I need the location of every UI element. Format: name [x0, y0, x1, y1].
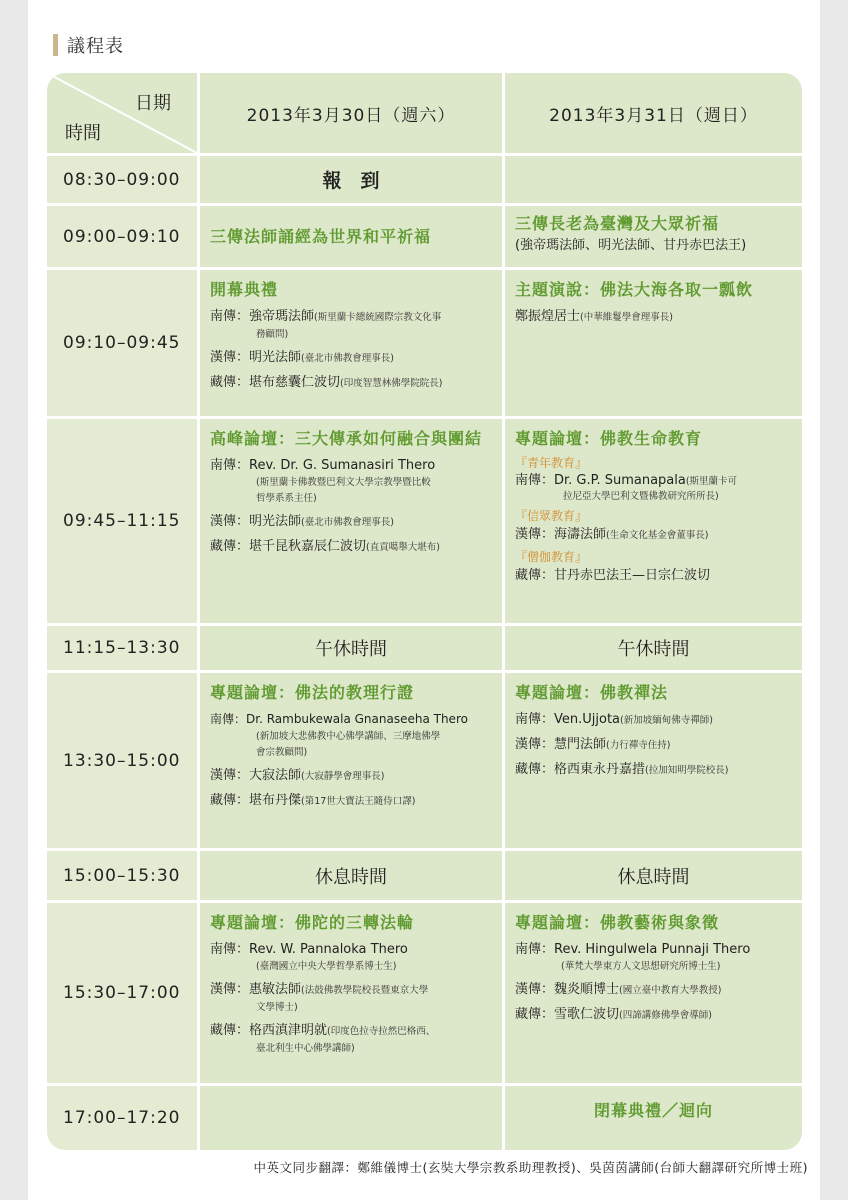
corner-header-cell — [47, 73, 197, 153]
session-title: 主題演說：佛法大海各取一瓢飲 — [515, 280, 754, 299]
registration-cell: 報 到 — [200, 156, 502, 203]
speaker: 南傳：Dr. Rambukewala Gnanaseeha Thero — [210, 712, 468, 726]
speaker-affiliation: (印度色拉寺拉然巴格西、 — [327, 1026, 436, 1037]
speaker-affiliation-cont: 拉尼亞大學巴利文暨佛教研究所所長) — [563, 491, 719, 502]
speaker-line — [210, 980, 496, 1000]
translation-credit: 中英文同步翻譯：鄭維儀博士(玄奘大學宗教系助理教授)、吳茵茵講師(台師大翻譯研究所博士班) — [253, 1160, 808, 1175]
speaker-affiliation-cont: 哲學系系主任) — [256, 493, 317, 504]
speaker-line — [515, 760, 796, 780]
session-title: 高峰論壇：三大傳承如何融合與團結 — [210, 429, 483, 448]
page-title: 議程表 — [67, 36, 124, 57]
speaker-line — [210, 512, 496, 532]
session-title: 專題論壇：佛陀的三轉法輪 — [210, 913, 415, 932]
break-cell: 午休時間 — [200, 626, 502, 670]
speaker-affiliation-cont: 務顧問) — [256, 329, 289, 340]
session-title: 專題論壇：佛教禪法 — [515, 683, 669, 702]
speaker-line — [515, 307, 796, 327]
break-cell: 午休時間 — [505, 626, 802, 670]
speaker-affiliation: (力行禪寺住持) — [606, 740, 671, 751]
break-cell: 休息時間 — [200, 851, 502, 900]
speaker: 漢傳：明光法師 — [210, 514, 302, 529]
track-label: 『信眾教育』 — [515, 509, 588, 523]
time-slot: 09:00–09:10 — [47, 206, 197, 267]
speaker-line — [515, 735, 796, 755]
session-cell — [505, 673, 802, 848]
speaker-line — [210, 348, 496, 368]
session-cell — [200, 903, 502, 1083]
session-title: 三傳法師誦經為世界和平祈福 — [210, 226, 432, 246]
session-title: 三傳長老為臺灣及大眾祈福 — [515, 214, 720, 233]
speaker: 南傳：Dr. G.P. Sumanapala — [515, 473, 686, 488]
speaker: 藏傳：格西滇津明就 — [210, 1023, 328, 1038]
speaker-affiliation-cont: 文學博士) — [256, 1002, 298, 1013]
session-cell — [505, 206, 802, 267]
speaker-line — [515, 472, 796, 490]
speaker: 藏傳：堪布慈囊仁波切 — [210, 375, 341, 390]
track-label: 『僧伽教育』 — [515, 550, 588, 564]
speaker-line — [210, 766, 496, 786]
time-slot: 15:00–15:30 — [47, 851, 197, 900]
time-slot: 09:45–11:15 — [47, 419, 197, 623]
time-slot: 09:10–09:45 — [47, 270, 197, 416]
title-marker — [53, 34, 58, 56]
session-cell — [505, 1086, 802, 1150]
speaker: 漢傳：慧門法師 — [515, 737, 607, 752]
speaker: 漢傳：大寂法師 — [210, 768, 302, 783]
session-cell — [200, 270, 502, 416]
time-slot: 08:30–09:00 — [47, 156, 197, 203]
speaker-line — [515, 980, 796, 1000]
time-slot: 15:30–17:00 — [47, 903, 197, 1083]
speaker: 藏傳：甘丹赤巴法王—日宗仁波切 — [515, 568, 711, 583]
speaker: 藏傳：格西東永丹嘉措 — [515, 762, 646, 777]
break-cell: 休息時間 — [505, 851, 802, 900]
speaker: 漢傳：惠敏法師 — [210, 982, 302, 997]
speaker: 南傳：Rev. Dr. G. Sumanasiri Thero — [210, 458, 436, 473]
session-title: 專題論壇：佛教藝術與象徵 — [515, 913, 720, 932]
speaker: 漢傳：海濤法師 — [515, 527, 607, 542]
speaker-affiliation: (新加坡緬甸佛寺禪師) — [620, 715, 713, 726]
day2-header: 2013年3月31日（週日） — [505, 73, 802, 153]
speaker: 漢傳：魏炎順博士 — [515, 982, 620, 997]
speaker-affiliation: (斯里蘭卡可 — [685, 476, 738, 487]
session-cell — [505, 419, 802, 623]
speaker-affiliation: (斯里蘭卡總統國際宗教文化事 — [314, 312, 442, 323]
session-title: 開幕典禮 — [210, 280, 279, 299]
speaker-affiliation: (斯里蘭卡佛教暨巴利文大學宗教學暨比較 — [256, 477, 431, 488]
time-slot: 11:15–13:30 — [47, 626, 197, 670]
speaker-affiliation: (臺北市佛教會理事長) — [301, 517, 394, 528]
speaker-line — [210, 537, 496, 557]
empty-cell — [505, 156, 802, 203]
track-label: 『青年教育』 — [515, 456, 588, 470]
session-cell — [505, 270, 802, 416]
speaker-affiliation: (新加坡大悲佛教中心佛學講師、三摩地佛學 — [256, 731, 441, 742]
session-cell — [200, 419, 502, 623]
speaker-line — [210, 373, 496, 393]
speaker-line — [210, 1021, 496, 1041]
speaker-affiliation: (大寂靜學會理事長) — [301, 771, 385, 782]
speaker-line — [210, 791, 496, 811]
day1-header: 2013年3月30日（週六） — [200, 73, 502, 153]
speaker-affiliation: (華梵大學東方人文思想研究所博士生) — [561, 961, 721, 972]
time-slot: 13:30–15:00 — [47, 673, 197, 848]
speaker-affiliation: (第17世大寶法王隨侍口譯) — [301, 796, 416, 807]
time-slot: 17:00–17:20 — [47, 1086, 197, 1150]
speaker: 藏傳：堪布丹傑 — [210, 793, 302, 808]
speaker-line — [515, 710, 796, 730]
speaker: 南傳：Rev. Hingulwela Punnaji Thero — [515, 942, 751, 957]
speaker: 鄭振煌居士 — [515, 309, 581, 324]
schedule-table — [47, 73, 802, 1150]
speaker-affiliation: (直貢噶舉大堪布) — [366, 542, 440, 553]
speaker-affiliation: (拉加知明學院校長) — [645, 765, 729, 776]
speaker-affiliation-cont: 會宗教顧問) — [256, 747, 308, 758]
speaker: 南傳：Ven.Ujjota — [515, 712, 621, 727]
speaker-line — [515, 525, 796, 545]
speaker-affiliation: (四諦講修佛學會導師) — [619, 1010, 712, 1021]
speaker: 漢傳：明光法師 — [210, 350, 302, 365]
session-title: 專題論壇：佛法的教理行證 — [210, 683, 415, 702]
speaker: 南傳：Rev. W. Pannaloka Thero — [210, 942, 408, 957]
session-cell — [505, 903, 802, 1083]
empty-cell — [200, 1086, 502, 1150]
date-label: 日期 — [135, 93, 171, 114]
speaker: 藏傳：堪千昆秋嘉辰仁波切 — [210, 539, 367, 554]
section-title — [53, 34, 124, 56]
speaker-affiliation: (國立臺中教育大學教授) — [619, 985, 722, 996]
time-label: 時間 — [65, 123, 101, 144]
speaker-affiliation: (中華維鬘學會理事長) — [580, 312, 673, 323]
speaker-affiliation-cont: 臺北利生中心佛學講師) — [256, 1043, 355, 1054]
speaker-line — [515, 1005, 796, 1025]
closing-ceremony-title: 閉幕典禮／迴向 — [593, 1101, 713, 1120]
speaker-line — [210, 307, 496, 327]
speaker: 南傳：強帝瑪法師 — [210, 309, 315, 324]
speaker-affiliation: (印度智慧林佛學院院長) — [340, 378, 443, 389]
speaker-affiliation: (法鼓佛教學院校長暨東京大學 — [301, 985, 429, 996]
speaker-affiliation: (臺北市佛教會理事長) — [301, 353, 394, 364]
session-title: 專題論壇：佛教生命教育 — [515, 429, 703, 448]
speaker-affiliation: (臺灣國立中央大學哲學系博士生) — [256, 961, 397, 972]
session-cell — [200, 206, 502, 267]
speaker: 藏傳：雪歌仁波切 — [515, 1007, 620, 1022]
session-cell — [200, 673, 502, 848]
session-participants: (強帝瑪法師、明光法師、甘丹赤巴法王) — [515, 238, 747, 253]
speaker-affiliation: (生命文化基金會董事長) — [606, 530, 709, 541]
